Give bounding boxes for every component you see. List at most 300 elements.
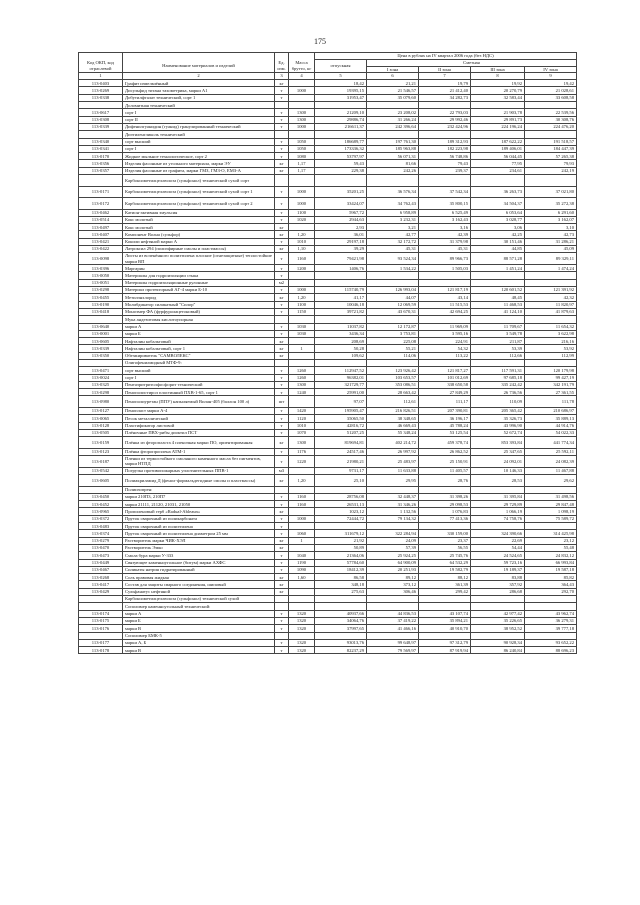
mass-cell: 1420 bbox=[289, 407, 315, 414]
zone1-price-cell: 23 208,02 bbox=[367, 109, 419, 116]
zone4-price-cell: 11 467,88 bbox=[525, 467, 577, 474]
release-price-cell: 311679,12 bbox=[315, 530, 367, 537]
mass-cell bbox=[289, 338, 315, 345]
code-cell: 113-0471 bbox=[79, 367, 123, 374]
unit-cell: т bbox=[275, 87, 289, 94]
zone2-price-cell bbox=[419, 102, 471, 109]
release-price-cell: 173336,32 bbox=[315, 145, 367, 152]
zone2-price-cell: 207 390,81 bbox=[419, 407, 471, 414]
mass-cell: 1080 bbox=[289, 153, 315, 160]
name-cell: Графит измельчённый bbox=[123, 80, 275, 87]
unit-cell: т bbox=[275, 515, 289, 522]
zone1-price-cell: 25 483,97 bbox=[367, 455, 419, 467]
code-cell: 113-0407 bbox=[79, 231, 123, 238]
unit-cell: т bbox=[275, 198, 289, 210]
release-price-cell bbox=[315, 603, 367, 610]
zone3-price-cell bbox=[471, 596, 525, 603]
code-cell: 113-0350 bbox=[79, 352, 123, 359]
zone1-price-cell: 38 348,65 bbox=[367, 415, 419, 422]
name-cell: Силикаты натрия гидратированный bbox=[123, 566, 275, 573]
zone3-price-cell: 24 092,01 bbox=[471, 455, 525, 467]
zone1-price-cell: 28 663,42 bbox=[367, 389, 419, 396]
mass-cell bbox=[289, 352, 315, 359]
zone3-price-cell: 54,44 bbox=[471, 544, 525, 551]
unit-cell bbox=[275, 102, 289, 109]
name-cell: Материал протекторный АГ-4 марки Б-10 bbox=[123, 287, 275, 294]
name-cell: Пенополиуретан (ППУ) напыляемый Вилан-405 (баллон 100 л) bbox=[123, 396, 275, 408]
code-cell: 113-0372 bbox=[79, 515, 123, 522]
unit-cell: т bbox=[275, 153, 289, 160]
code-cell: 113-0176 bbox=[79, 625, 123, 632]
zone3-price-cell bbox=[471, 131, 525, 138]
unit-cell: кг bbox=[275, 231, 289, 238]
mass-cell: 1160 bbox=[289, 493, 315, 500]
code-cell: 113-0449 bbox=[79, 559, 123, 566]
zone1-price-cell: 79 569,97 bbox=[367, 647, 419, 654]
zone4-price-cell: 30 308,76 bbox=[525, 116, 577, 123]
table-row bbox=[79, 596, 577, 603]
zone2-price-cell: 36 196,17 bbox=[419, 415, 471, 422]
zone4-price-cell bbox=[525, 486, 577, 493]
table-row bbox=[79, 552, 577, 559]
table-row bbox=[79, 323, 577, 330]
name-cell: Плёночные ПВХ-рибы диоктил ПСТ bbox=[123, 429, 275, 436]
zone1-price-cell: 31 266,24 bbox=[367, 116, 419, 123]
unit-cell: т bbox=[275, 647, 289, 654]
name-cell: Обезжириватель "САМВОЛЕКС" bbox=[123, 352, 275, 359]
name-cell: Пруток сварочный из поликарбоната bbox=[123, 515, 275, 522]
mass-cell: 1010 bbox=[289, 238, 315, 245]
mass-cell: 1300 bbox=[289, 109, 315, 116]
release-price-cell bbox=[315, 360, 367, 367]
code-cell: 113-0178 bbox=[79, 647, 123, 654]
name-cell: сорт I bbox=[123, 145, 275, 152]
name-cell: Добутилфталат технический, сорт 1 bbox=[123, 94, 275, 101]
code-cell bbox=[79, 360, 123, 367]
name-cell: марки 210П3, 210П7 bbox=[123, 493, 275, 500]
column-number: 6 bbox=[367, 73, 419, 80]
table-row bbox=[79, 167, 577, 174]
mass-cell: 1050 bbox=[289, 145, 315, 152]
zone4-price-cell bbox=[525, 316, 577, 323]
zone2-price-cell: 11 969,09 bbox=[419, 323, 471, 330]
unit-cell: т bbox=[275, 209, 289, 216]
zone3-price-cell: 211,87 bbox=[471, 338, 525, 345]
release-price-cell: 819694,81 bbox=[315, 437, 367, 449]
zone1-price-cell: 89,12 bbox=[367, 574, 419, 581]
release-price-cell: 115740,79 bbox=[315, 287, 367, 294]
zone3-price-cell: 110,09 bbox=[471, 396, 525, 408]
name-cell: Изделия фасонные из графита, марки ГМЗ, ГМЗ-О, ЕМЗ-А bbox=[123, 167, 275, 174]
name-cell: Пруток сварочный из полиэтилена bbox=[123, 523, 275, 530]
mass-cell: 1000 bbox=[289, 287, 315, 294]
name-cell: Нафталин кобальтовый bbox=[123, 338, 275, 345]
name-cell: Материалы гидроизоляционные рулонные bbox=[123, 279, 275, 286]
release-price-cell: 41,17 bbox=[315, 294, 367, 301]
zone4-price-cell: 88 696,23 bbox=[525, 647, 577, 654]
zone2-price-cell bbox=[419, 175, 471, 187]
mass-cell bbox=[289, 396, 315, 408]
mass-cell bbox=[289, 272, 315, 279]
mass-cell: 1190 bbox=[289, 559, 315, 566]
zone2-price-cell: 29 098,53 bbox=[419, 501, 471, 508]
release-price-cell: 79421,98 bbox=[315, 253, 367, 265]
release-price-cell: 5967,72 bbox=[315, 209, 367, 216]
release-price-cell: 321729,77 bbox=[315, 381, 367, 388]
unit-cell: т bbox=[275, 253, 289, 265]
column-number: 1 bbox=[79, 73, 123, 80]
zone1-price-cell: 42,77 bbox=[367, 231, 419, 238]
code-cell: 113-0980 bbox=[79, 396, 123, 408]
code-cell: 113-0175 bbox=[79, 617, 123, 624]
zone3-price-cell: 20 270,79 bbox=[471, 87, 525, 94]
code-cell: 113-0514 bbox=[79, 216, 123, 223]
table-row bbox=[79, 153, 577, 160]
zone4-price-cell: 54 022,33 bbox=[525, 429, 577, 436]
zone4-price-cell: 79,93 bbox=[525, 160, 577, 167]
zone3-price-cell: 19 189,37 bbox=[471, 566, 525, 573]
zone3-price-cell bbox=[471, 272, 525, 279]
zone3-price-cell bbox=[471, 360, 525, 367]
unit-cell bbox=[275, 175, 289, 187]
unit-cell: т bbox=[275, 422, 289, 429]
zone2-price-cell: 19,79 bbox=[419, 80, 471, 87]
release-price-cell bbox=[315, 272, 367, 279]
release-price-cell bbox=[315, 102, 367, 109]
zone2-price-cell: 42,39 bbox=[419, 231, 471, 238]
zone3-price-cell: 1 451,24 bbox=[471, 265, 525, 272]
code-cell: 113-0462 bbox=[79, 209, 123, 216]
zone2-price-cell: 224,91 bbox=[419, 338, 471, 345]
zone1-price-cell bbox=[367, 102, 419, 109]
page-number: 175 bbox=[314, 37, 326, 46]
code-cell: 113-0001 bbox=[79, 330, 123, 337]
unit-cell: т bbox=[275, 559, 289, 566]
zone2-price-cell bbox=[419, 603, 471, 610]
zone2-price-cell: 27 849,29 bbox=[419, 389, 471, 396]
zone1-price-cell: 3 753,81 bbox=[367, 330, 419, 337]
table-row bbox=[79, 429, 577, 436]
unit-cell bbox=[275, 316, 289, 323]
code-cell bbox=[79, 596, 123, 603]
name-cell: Материалы для гидроизоляции стыка bbox=[123, 272, 275, 279]
code-cell: 113-0128 bbox=[79, 422, 123, 429]
table-row bbox=[79, 216, 577, 223]
unit-cell: т bbox=[275, 94, 289, 101]
zone4-price-cell: 29,62 bbox=[525, 475, 577, 487]
table-body bbox=[79, 80, 577, 654]
unit-cell: т bbox=[275, 455, 289, 467]
code-cell: 113-0965 bbox=[79, 508, 123, 515]
code-cell: 113-0357 bbox=[79, 167, 123, 174]
mass-cell: 1,20 bbox=[289, 294, 315, 301]
unit-cell: м2 bbox=[275, 279, 289, 286]
zone2-price-cell: 3 162,43 bbox=[419, 216, 471, 223]
name-cell: Жидкое мыльное технологическое, сорт 2 bbox=[123, 153, 275, 160]
release-price-cell: 24517,46 bbox=[315, 448, 367, 455]
release-price-cell bbox=[315, 316, 367, 323]
table-row bbox=[79, 308, 577, 315]
zone4-price-cell: 43 962,74 bbox=[525, 610, 577, 617]
zone4-price-cell: 55,48 bbox=[525, 544, 577, 551]
code-cell: 113-0605 bbox=[79, 338, 123, 345]
unit-cell bbox=[275, 596, 289, 603]
column-number: 4 bbox=[289, 73, 315, 80]
code-cell: 113-0497 bbox=[79, 224, 123, 231]
zone3-price-cell: 19,92 bbox=[471, 80, 525, 87]
code-cell: 113-0298 bbox=[79, 287, 123, 294]
zone4-price-cell: 27 361,55 bbox=[525, 389, 577, 396]
release-price-cell: 1406,76 bbox=[315, 265, 367, 272]
release-price-cell: 86,58 bbox=[315, 574, 367, 581]
zone4-price-cell bbox=[525, 102, 577, 109]
zone3-price-cell: 38 952,52 bbox=[471, 625, 525, 632]
code-cell: 113-0269 bbox=[79, 87, 123, 94]
zone1-price-cell: 81,66 bbox=[367, 160, 419, 167]
header-zone2: II зона bbox=[419, 66, 471, 73]
zone4-price-cell: 292,70 bbox=[525, 588, 577, 595]
code-cell: 113-0403 bbox=[79, 80, 123, 87]
zone3-price-cell: 28,53 bbox=[471, 475, 525, 487]
zone2-price-cell: 11 515,53 bbox=[419, 301, 471, 308]
zone3-price-cell: 35 226,65 bbox=[471, 617, 525, 624]
table-row bbox=[79, 467, 577, 474]
zone4-price-cell: 25 592,11 bbox=[525, 448, 577, 455]
zone4-price-cell: 121 391,92 bbox=[525, 287, 577, 294]
zone3-price-cell: 29 729,89 bbox=[471, 501, 525, 508]
zone2-price-cell: 25 745,76 bbox=[419, 552, 471, 559]
unit-cell: т bbox=[275, 123, 289, 130]
name-cell: Кокили нефтяной марки А bbox=[123, 238, 275, 245]
name-cell: Маргарин bbox=[123, 265, 275, 272]
zone2-price-cell bbox=[419, 360, 471, 367]
unit-cell: т bbox=[275, 617, 289, 624]
unit-cell: т bbox=[275, 552, 289, 559]
table-row bbox=[79, 625, 577, 632]
code-cell: 113-0190 bbox=[79, 301, 123, 308]
mass-cell: 1,60 bbox=[289, 574, 315, 581]
zone2-price-cell: 54,32 bbox=[419, 345, 471, 352]
zone4-price-cell: 31 498,56 bbox=[525, 493, 577, 500]
code-cell: 113-0298 bbox=[79, 389, 123, 396]
zone3-price-cell: 90 928,34 bbox=[471, 639, 525, 646]
zone4-price-cell: 35 889,13 bbox=[525, 415, 577, 422]
zone1-price-cell: 55,21 bbox=[367, 345, 419, 352]
table-row bbox=[79, 301, 577, 308]
name-cell: Состав для защиты сварного соединения, шиповый bbox=[123, 581, 275, 588]
zone2-price-cell: 11 405,57 bbox=[419, 467, 471, 474]
name-cell: Мука андезитовая кислотоупорная bbox=[123, 316, 275, 323]
zone2-price-cell: 29 992,46 bbox=[419, 116, 471, 123]
unit-cell: т bbox=[275, 407, 289, 414]
zone3-price-cell: 24 524,65 bbox=[471, 552, 525, 559]
name-cell: Пропиленовый герб «Radual-Ableaun» bbox=[123, 508, 275, 515]
mass-cell bbox=[289, 581, 315, 588]
unit-cell: т bbox=[275, 415, 289, 422]
name-cell: Доломитная технический bbox=[123, 102, 275, 109]
zone4-price-cell bbox=[525, 603, 577, 610]
table-row bbox=[79, 537, 577, 544]
zone3-price-cell bbox=[471, 603, 525, 610]
zone2-price-cell: 101 012,69 bbox=[419, 374, 471, 381]
name-cell: сорт II bbox=[123, 116, 275, 123]
mass-cell: 1000 bbox=[289, 186, 315, 198]
zone3-price-cell: 44,85 bbox=[471, 246, 525, 253]
mass-cell: 1000 bbox=[289, 515, 315, 522]
zone2-price-cell bbox=[419, 596, 471, 603]
mass-cell: 1320 bbox=[289, 610, 315, 617]
zone3-price-cell: 853 393,84 bbox=[471, 437, 525, 449]
code-cell: 113-0051 bbox=[79, 279, 123, 286]
zone4-price-cell: 21 028,61 bbox=[525, 87, 577, 94]
zone1-price-cell: 44 836,53 bbox=[367, 610, 419, 617]
zone4-price-cell: 89 329,11 bbox=[525, 253, 577, 265]
name-cell: Связующее каменноугольное (битум) марки АХФС bbox=[123, 559, 275, 566]
zone4-price-cell: 11 654,32 bbox=[525, 323, 577, 330]
zone3-price-cell: 74 758,76 bbox=[471, 515, 525, 522]
code-cell bbox=[79, 102, 123, 109]
column-numbers-row bbox=[79, 73, 577, 80]
mass-cell: 1320 bbox=[289, 625, 315, 632]
unit-cell bbox=[275, 486, 289, 493]
unit-cell: т bbox=[275, 272, 289, 279]
zone3-price-cell: 11 468,53 bbox=[471, 301, 525, 308]
zone2-price-cell: 361,39 bbox=[419, 581, 471, 588]
zone1-price-cell: 12 172,87 bbox=[367, 323, 419, 330]
zone1-price-cell: 402 214,72 bbox=[367, 437, 419, 449]
zone4-price-cell: 242,19 bbox=[525, 167, 577, 174]
mass-cell: 1 bbox=[289, 345, 315, 352]
zone1-price-cell: 6 958,89 bbox=[367, 209, 419, 216]
zone1-price-cell: 93 524,34 bbox=[367, 253, 419, 265]
zone4-price-cell: 42,73 bbox=[525, 231, 577, 238]
table-row bbox=[79, 198, 577, 210]
zone2-price-cell: 34 282,73 bbox=[419, 94, 471, 101]
zone3-price-cell: 34 504,37 bbox=[471, 198, 525, 210]
zone2-price-cell: 111,17 bbox=[419, 396, 471, 408]
zone1-price-cell: 103 653,57 bbox=[367, 374, 419, 381]
zone1-price-cell: 12 069,59 bbox=[367, 301, 419, 308]
zone2-price-cell: 21 412,40 bbox=[419, 87, 471, 94]
code-cell bbox=[79, 316, 123, 323]
name-cell: Сульфанатус нефтяной bbox=[123, 588, 275, 595]
unit-cell bbox=[275, 131, 289, 138]
release-price-cell: 21,92 bbox=[315, 537, 367, 544]
zone2-price-cell: 189 312,93 bbox=[419, 138, 471, 145]
unit-cell: т bbox=[275, 323, 289, 330]
table-row bbox=[79, 367, 577, 374]
table-row bbox=[79, 566, 577, 573]
mass-cell: 1060 bbox=[289, 530, 315, 537]
unit-cell: т bbox=[275, 287, 289, 294]
release-price-cell: 82237,29 bbox=[315, 647, 367, 654]
release-price-cell: 53797,97 bbox=[315, 153, 367, 160]
mass-cell: 1,10 bbox=[289, 246, 315, 253]
name-cell: Карбоксиметилцеллюлоза (сульфонол) технической сухой bbox=[123, 596, 275, 603]
table-row bbox=[79, 123, 577, 130]
zone3-price-cell: 25 347,65 bbox=[471, 448, 525, 455]
zone4-price-cell: 364,43 bbox=[525, 581, 577, 588]
zone1-price-cell: 225,08 bbox=[367, 338, 419, 345]
code-cell: 113-0065 bbox=[79, 415, 123, 422]
zone4-price-cell: 99 427,19 bbox=[525, 374, 577, 381]
name-cell: сорт высший bbox=[123, 367, 275, 374]
zone1-price-cell: 373,12 bbox=[367, 581, 419, 588]
zone2-price-cell: 1 076,83 bbox=[419, 508, 471, 515]
mass-cell bbox=[289, 102, 315, 109]
zone3-price-cell bbox=[471, 486, 525, 493]
zone1-price-cell: 31 346,26 bbox=[367, 501, 419, 508]
zone4-price-cell bbox=[525, 523, 577, 530]
mass-cell bbox=[289, 632, 315, 639]
name-cell: Карбоксиметилцеллюлоза (сульфонол) технический сухой сорт 2 bbox=[123, 198, 275, 210]
unit-cell: кг bbox=[275, 167, 289, 174]
mass-cell: 1000 bbox=[289, 87, 315, 94]
table-row bbox=[79, 80, 577, 87]
zone4-price-cell: 45,09 bbox=[525, 246, 577, 253]
release-price-cell: 112947,52 bbox=[315, 367, 367, 374]
code-cell: 113-0187 bbox=[79, 455, 123, 467]
header-price-title: Цена в рублях на IV квартал 2006 года (без НДС) bbox=[315, 53, 577, 60]
zone4-price-cell: 36 279,31 bbox=[525, 617, 577, 624]
zone3-price-cell: 97 685,18 bbox=[471, 374, 525, 381]
zone1-price-cell bbox=[367, 131, 419, 138]
release-price-cell: 35065,50 bbox=[315, 415, 367, 422]
release-price-cell: 51207,25 bbox=[315, 429, 367, 436]
mass-cell: 1200 bbox=[289, 265, 315, 272]
release-price-cell: 36,01 bbox=[315, 231, 367, 238]
unit-cell: шт bbox=[275, 396, 289, 408]
zone1-price-cell: 55 348,24 bbox=[367, 429, 419, 436]
mass-cell bbox=[289, 279, 315, 286]
name-cell: Пленки из термостойкого смоляного каменного масла без пигментов, марки НТПД bbox=[123, 455, 275, 467]
header-estimate: Сметная bbox=[367, 59, 577, 66]
zone3-price-cell bbox=[471, 279, 525, 286]
zone4-price-cell: 191 518,57 bbox=[525, 138, 577, 145]
release-price-cell: 2,93 bbox=[315, 224, 367, 231]
mass-cell: 1120 bbox=[289, 415, 315, 422]
zone3-price-cell: 52 672,74 bbox=[471, 429, 525, 436]
table-row bbox=[79, 396, 577, 408]
zone1-price-cell: 114,06 bbox=[367, 352, 419, 359]
zone1-price-cell bbox=[367, 279, 419, 286]
table-row bbox=[79, 272, 577, 279]
zone3-price-cell bbox=[471, 523, 525, 530]
zone4-price-cell: 24 832,12 bbox=[525, 552, 577, 559]
table-row bbox=[79, 437, 577, 449]
table-row bbox=[79, 486, 577, 493]
table-row bbox=[79, 448, 577, 455]
name-cell: Соль правовая жидкая bbox=[123, 574, 275, 581]
code-cell: 113-0542 bbox=[79, 467, 123, 474]
name-cell: сорт I bbox=[123, 109, 275, 116]
zone4-price-cell: 22 539,56 bbox=[525, 109, 577, 116]
table-row bbox=[79, 109, 577, 116]
zone2-price-cell bbox=[419, 272, 471, 279]
zone1-price-cell: 24,09 bbox=[367, 537, 419, 544]
release-price-cell: 21980,21 bbox=[315, 455, 367, 467]
name-cell: Моноэмер ФА (фурфуролацетоновый) bbox=[123, 308, 275, 315]
zone1-price-cell bbox=[367, 632, 419, 639]
zone1-price-cell: 11 633,88 bbox=[367, 467, 419, 474]
zone3-price-cell: 205 365,42 bbox=[471, 407, 525, 414]
zone1-price-cell: 353 086,51 bbox=[367, 381, 419, 388]
code-cell: 113-0159 bbox=[79, 437, 123, 449]
name-cell: Плёнка фторопроплена АТМ-1 bbox=[123, 448, 275, 455]
unit-cell: т bbox=[275, 610, 289, 617]
unit-cell: т bbox=[275, 523, 289, 530]
name-cell: Плёнка из фторопласта 4 пленочная марки ПО, ориентированная bbox=[123, 437, 275, 449]
